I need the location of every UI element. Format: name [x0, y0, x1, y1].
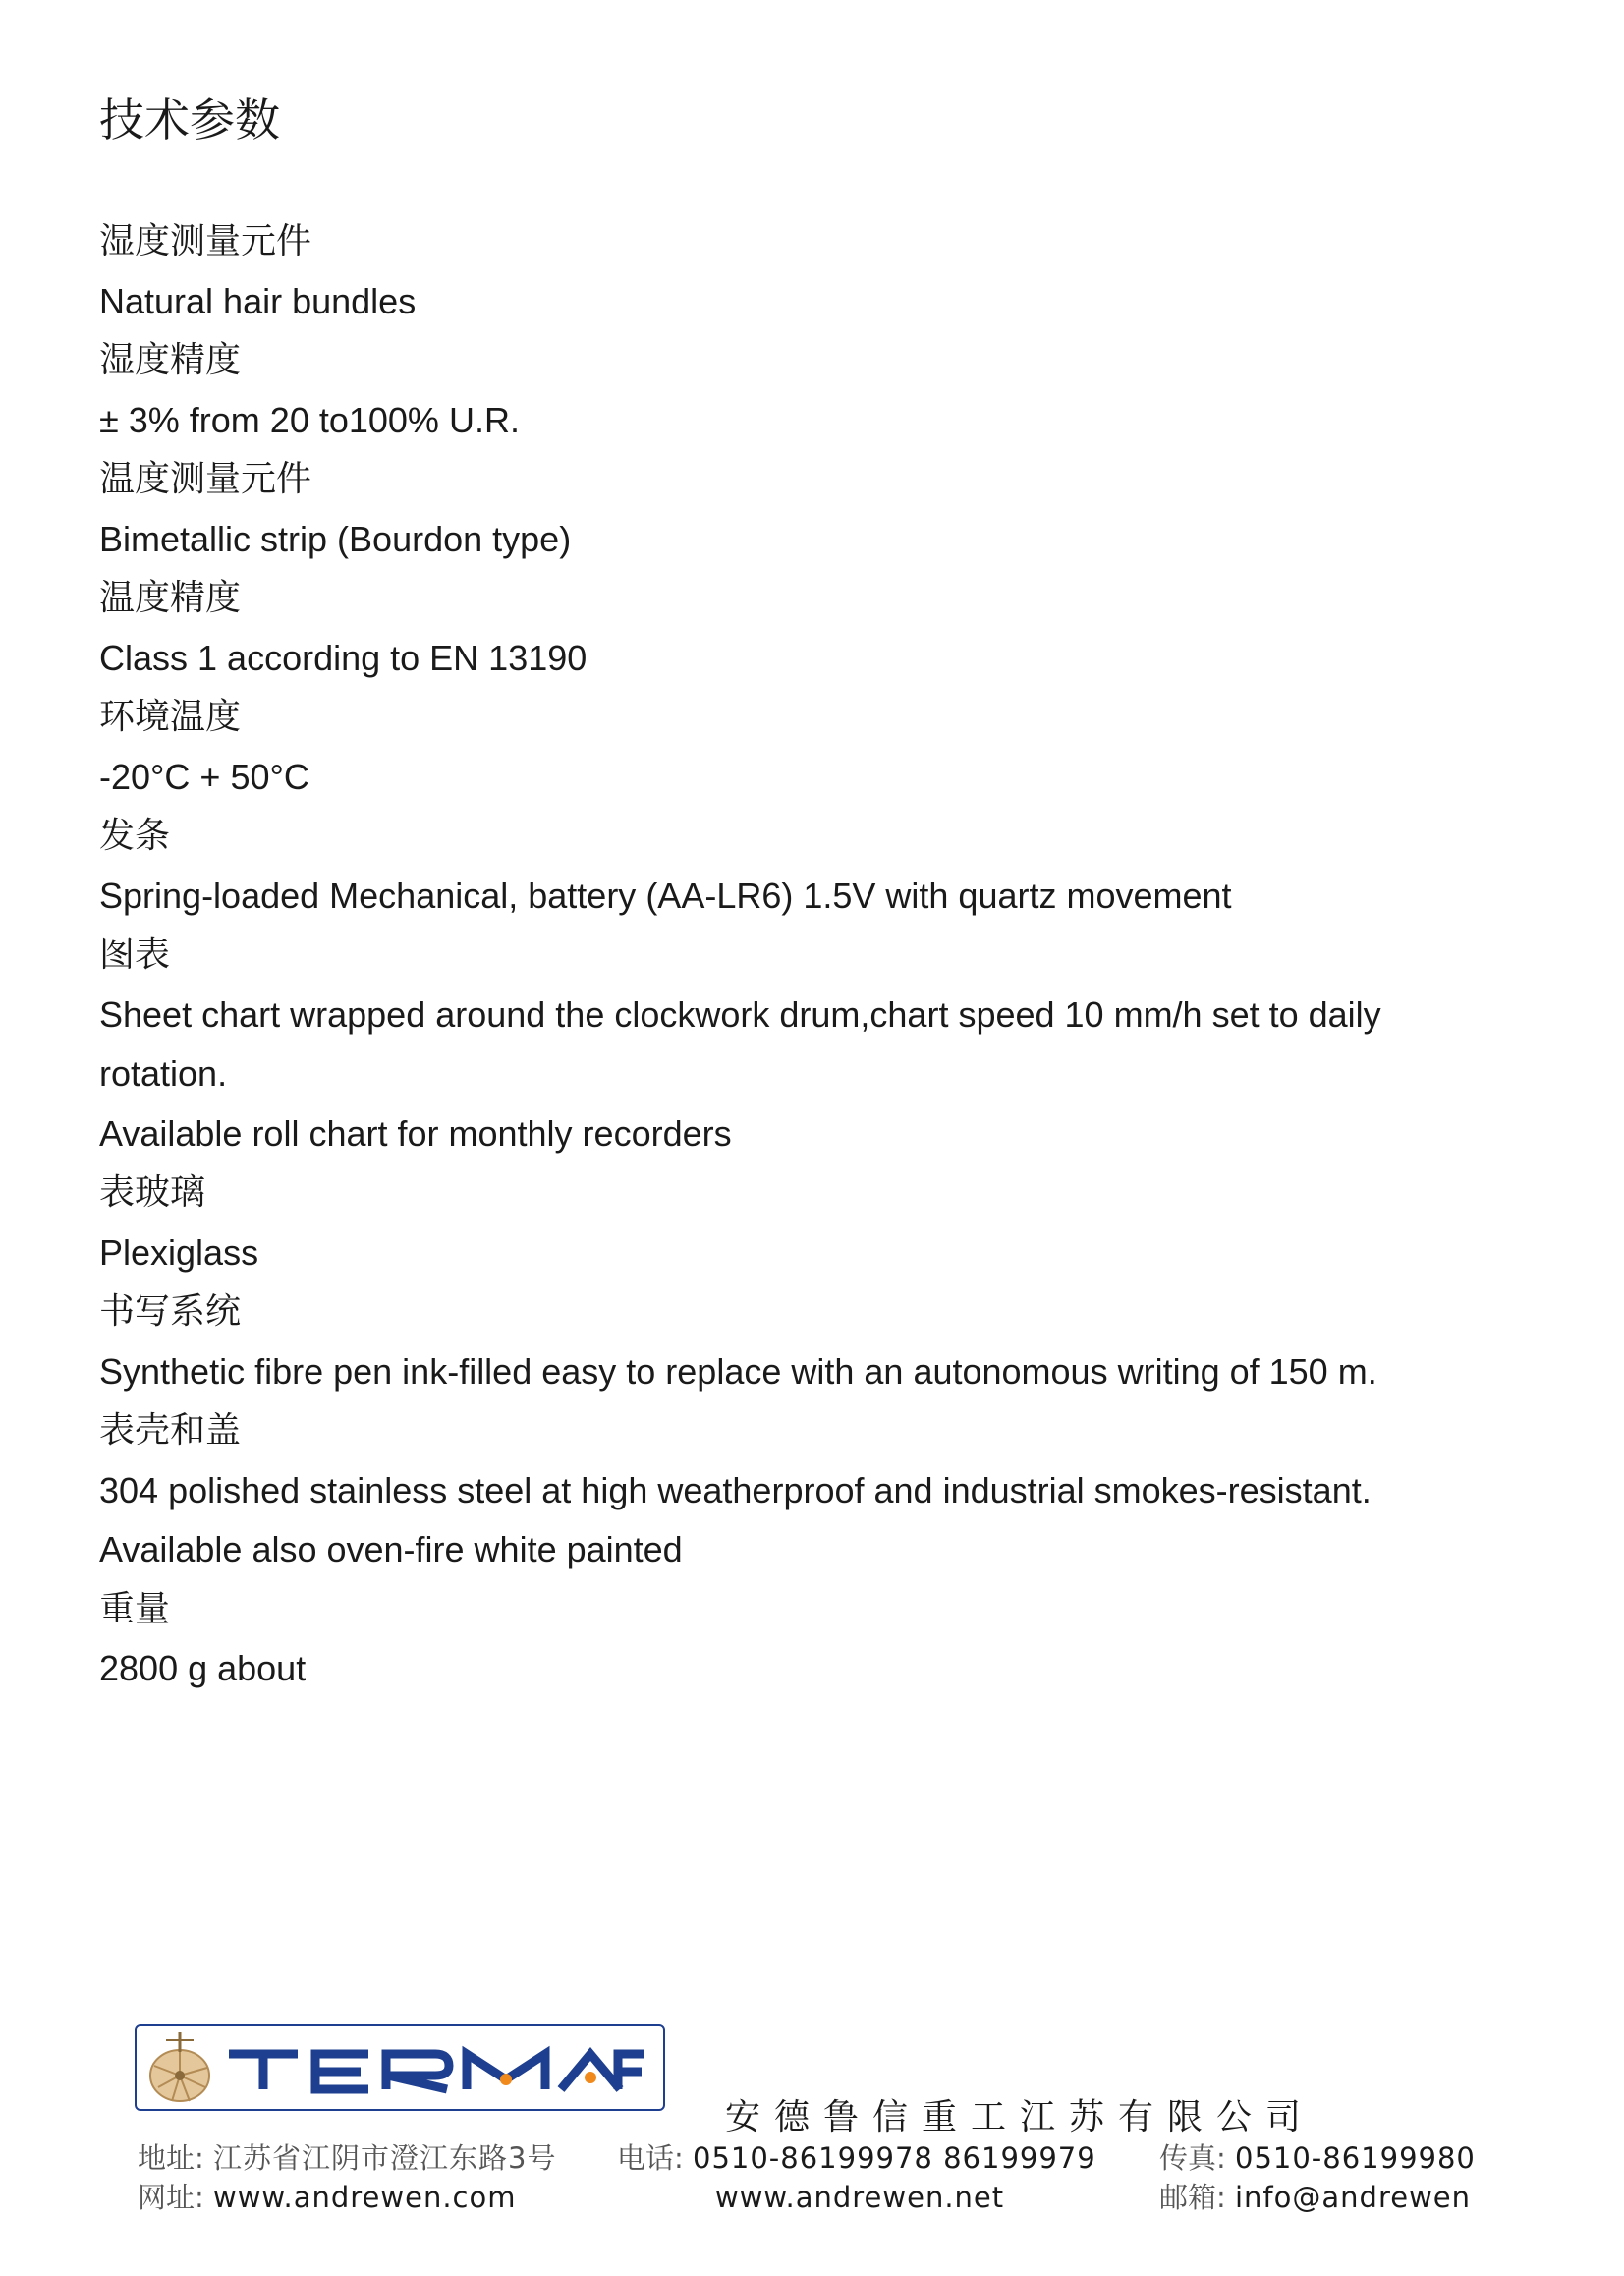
spec-label: 发条	[99, 816, 171, 856]
address-line	[138, 2138, 556, 2178]
company-name: 安德鲁信重工江苏有限公司	[725, 2097, 1316, 2137]
spec-value: rotation.	[99, 1053, 228, 1094]
spec-label: 重量	[99, 1588, 171, 1629]
spec-label: 温度测量元件	[99, 459, 312, 499]
address-label: 地址:	[138, 2141, 204, 2175]
spec-label: 湿度精度	[99, 340, 242, 380]
email-line	[1159, 2178, 1471, 2217]
spec-label: 书写系统	[99, 1291, 242, 1332]
spec-label: 湿度测量元件	[99, 221, 312, 261]
website-label: 网址:	[138, 2181, 204, 2214]
phone-value: 0510-86199978 86199979	[693, 2141, 1096, 2175]
spec-value: Available also oven-fire white painted	[99, 1529, 683, 1569]
spec-value: -20°C + 50°C	[99, 756, 309, 797]
spec-value: Sheet chart wrapped around the clockwork drum,chart speed 10 mm/h set to daily	[99, 994, 1381, 1035]
spec-value: Class 1 according to EN 13190	[99, 637, 588, 678]
spec-value: Available roll chart for monthly recorders	[99, 1112, 732, 1154]
spec-value: Spring-loaded Mechanical, battery (AA-LR6) 1.5V with quartz movement	[99, 875, 1232, 916]
spec-label: 表玻璃	[99, 1172, 206, 1213]
website-line	[138, 2178, 517, 2217]
footer	[0, 2024, 1624, 2241]
spec-list	[99, 212, 1534, 1699]
email-link[interactable]: info@andrewen	[1235, 2181, 1472, 2214]
fax-line	[1159, 2138, 1476, 2178]
fax-value: 0510-86199980	[1235, 2141, 1476, 2175]
spec-label: 图表	[99, 935, 171, 975]
fax-label: 传真:	[1159, 2141, 1226, 2175]
spec-value: Synthetic fibre pen ink-filled easy to replace with an autonomous writing of 150 m.	[99, 1350, 1377, 1392]
logo-emblem-icon	[144, 2030, 215, 2105]
website-link[interactable]: www.andrewen.com	[213, 2181, 517, 2214]
spec-value: 2800 g about	[99, 1648, 307, 1688]
logo-wordmark	[221, 2034, 653, 2101]
phone-label: 电话:	[617, 2141, 684, 2175]
company-logo	[135, 2024, 665, 2111]
phone-line	[617, 2138, 1096, 2178]
spec-value: Plexiglass	[99, 1231, 259, 1273]
website2-link[interactable]: www.andrewen.net	[715, 2181, 1005, 2214]
spec-value: ± 3% from 20 to100% U.R.	[99, 399, 520, 440]
website2-line	[715, 2178, 1004, 2217]
spec-value: 304 polished stainless steel at high weatherproof and industrial smokes-resistant.	[99, 1469, 1372, 1510]
address-value: 江苏省江阴市澄江东路3号	[213, 2141, 557, 2175]
email-label: 邮箱:	[1159, 2181, 1226, 2214]
spec-label: 表壳和盖	[99, 1410, 242, 1451]
spec-label: 环境温度	[99, 697, 242, 737]
spec-label: 温度精度	[99, 578, 242, 618]
page-title: 技术参数	[99, 93, 280, 146]
spec-value: Natural hair bundles	[99, 280, 417, 321]
spec-value: Bimetallic strip (Bourdon type)	[99, 518, 572, 559]
